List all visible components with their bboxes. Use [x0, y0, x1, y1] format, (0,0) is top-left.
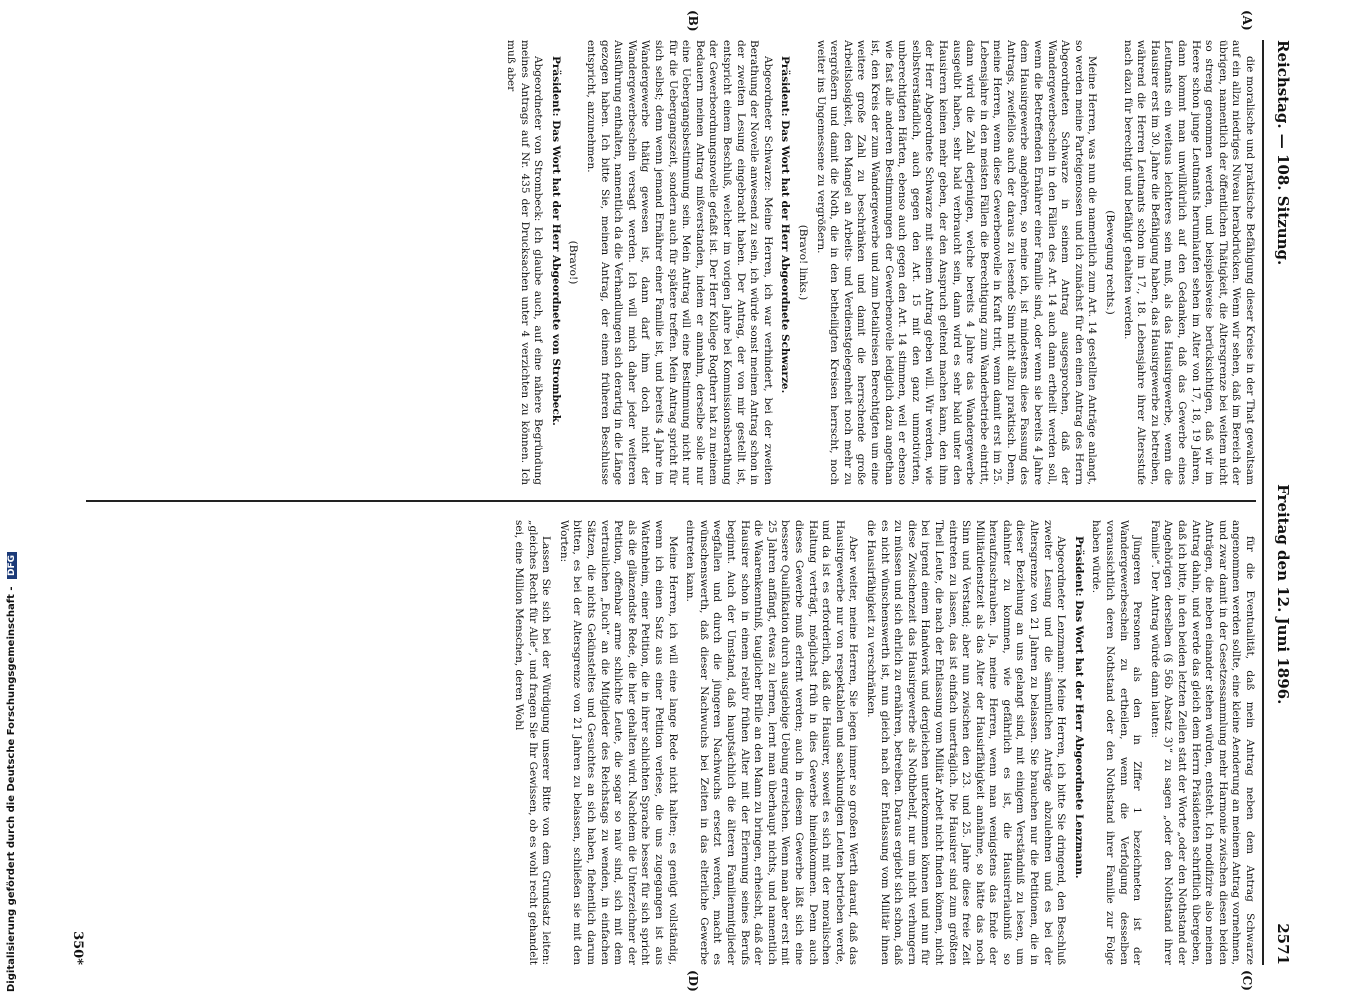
paragraph: Abgeordneter Lenzmann: Meine Herren, ich bitte Sie dringend, den Beschluß zweiter Lesung und die sämmtlichen Anträge abzulehnen und es bei der Altersgrenze von 21 Jahren zu belassen. Sie brauchen nur die Petitionen, die in dieser Beziehung an uns gelangt sind, mit einigem Verständniß zu lesen, um dahinter zu kommen, wie gefährlich es ist, die Hausirerlaubniß so heraufzuschrauben. Ja, meine Herren, wenn man wenigstens das Ende der Militärdienstzeit als das Alter der Hausirfähigkeit annähme, so hätte das noch Sinn und Verstand; aber nun zwischen den 23. und 25. Jahre diese freie Zeit eintreten zu lassen, das ist einfach unerträglich. Die Hausirer sind zum größten Theil Leute, die nach der Entlassung vom Militär Arbeit nicht finden können, nicht bei irgend einem Handwerk und dergleichen unterkommen können und nun für diese Zwischenzeit das Hausirgewerbe als Nothbehelf, nur um nicht verhungern zu müssen und sich ehrlich zu ernähren, betreiben. Daraus ergiebt sich schon, daß es nicht wünschenswerth ist, nun gleich nach der Entlassung vom Militär ihnen die Hausirfähigkeit zu verschränken.: [864, 520, 1068, 965]
speaker-paragraph: Präsident: Das Wort hat der Herr Abgeordnete von Strombeck.: [549, 56, 562, 426]
header-left: Reichstag. — 108. Sitzung.: [1274, 40, 1292, 266]
paragraph: für die Eventualität, daß mein Antrag neben dem Antrag Schwarze angenommen werden sollte, eine kleine Aenderung an meinem Antrag vornehmen, und zwar damit in der Gesetzessammlung mehr Harmonie zwischen diesen beiden Anträgen, die neben einander stehen würden, entsteht. Ich modifizire also meinen Antrag dahin, und werde das gleich dem Herrn Präsidenten schriftlich übergeben, daß ich bitte, in den beiden letzten Zeilen statt der Worte „oder den Nothstand der Angehörigen derselben (§ 56b Absatz 3)“ zu sagen „oder den Nothstand ihrer Familie“. Der Antrag würde dann lauten:: [1148, 520, 1256, 965]
column-divider: [86, 500, 1256, 502]
interjection: (Bravo!): [567, 240, 580, 285]
right-column: [86, 520, 1256, 965]
paragraph: Abgeordneter von Strombeck: Ich glaube auch, auf eine nähere Begründung meines Antrags auf Nr. 435 der Drucksachen unter 4 verzichten zu können. Ich muß aber: [505, 40, 545, 485]
running-header: [1266, 40, 1300, 965]
header-date: Freitag den 12. Juni 1896.: [1274, 484, 1292, 705]
paragraph: Aber weiter, meine Herren, Sie legen immer so großen Werth darauf, daß das Hausirgewerbe nur von respektablen und sachkundigen Leuten betrieben werde, und da ist es erforderlich, daß die Hausirer, soweit es sich mit der moralischen Haltung verträgt, möglichst früh in dies Gewerbe hineinkommen. Denn auch dieses Gewerbe muß erlernt werden; auch in diesem Gewerbe läßt sich eine bessere Qualifikation durch ausgiebige Uebung erreichen. Wenn man aber erst mit 25 Jahren anfängt, etwas zu lernen, lernt man überhaupt nichts, und namentlich die Waarenkenntniß, tauglicher Brille an den Mann zu bringen, erheischt, daß der Hausirer schon in einem relativ frühen Alter mit der Erlernung seines Berufs beginnt. Auch der Umstand, daß hauptsächlich die älteren Familienmitglieder wegfallen und durch die jüngeren Nachwuchs ersetzt werden, macht es wünschenswerth, daß dieser Nachwuchs bei Zeiten in das elterliche Gewerbe eintreten kann.: [684, 520, 860, 965]
paragraph: Meine Herren, ich will eine lange Rede nicht halten; es genügt vollständig, wenn ich einen Satz aus einer Petition verlese, die uns zugegangen ist aus Wattenheim, einer Petition, die in ihrer schlichten Sprache besser für sich spricht als die glänzendste Rede, die hier gehalten wird. Nachdem die Unterzeichner der Petition, offenbar arme schlichte Leute, die sogar so naiv sind, sich mit dem vertraulichen „Euch“ an die Mitglieder des Reichstags zu wenden, in einfachen Sätzen, die nichts Gekünsteltes und Gesuchtes an sich haben, flehentlich darum bitten, es bei der Altersgrenze von 21 Jahren zu belassen, schließen sie mit den Worten:: [557, 520, 679, 965]
quoted-paragraph: Jüngeren Personen als den in Ziffer 1 bezeichneten ist der Wandergewerbeschein zu ertheilen, wenn die Verfolgung desselben voraussichtlich deren Nothstand oder den Nothstand ihrer Familie zur Folge haben würde.: [1090, 520, 1144, 965]
paragraph: Abgeordneter Schwarze: Meine Herren, ich war verhindert, bei der zweiten Berathung der Novelle anwesend zu sein, ich würde sonst meinen Antrag schon in der zweiten Lesung eingebracht haben. Der Antrag, der von mir gestellt ist, entspricht einem Beschluß, welcher im vorigen Jahre bei Kommissionsberathung der Gewerbeordnungsnovelle gefaßt ist. Der Herr Kollege Rogtherr hat zu meinem Bedauern meinen Antrag mißverstanden, indem er annahm, derselbe solle nur eine Uebergangsbestimmung sein. Mein Antrag will eine Bestimmung nicht nur für die Uebergangszeit, sondern auch für spätere treffen. Mein Antrag spricht für sich selbst; denn wenn jemand Ernährer einer Familie ist, und bereits 4 Jahre im Wandergewerbe thätig gewesen ist, dann darf ihm doch nicht der Wandergewerbeschein versagt werden. Ich will mich daher jeder weiteren Ausführung enthalten, namentlich da die Verhandlungen sich derartig in die Länge gezogen haben. Ich bitte Sie, meinen Antrag, der einem früheren Beschlusse entspricht, anzunehmen.: [585, 40, 774, 485]
margin-letter-b: (B): [686, 10, 700, 32]
left-column: [86, 40, 1256, 485]
margin-letter-c: (C): [1240, 970, 1254, 991]
speaker-paragraph: Präsident: Das Wort hat der Herr Abgeordnete Schwarze.: [779, 56, 792, 394]
speaker-paragraph: Präsident: Das Wort hat der Herr Abgeordnete Lenzmann.: [1072, 536, 1085, 879]
interjection: (Bewegung rechts.): [1104, 210, 1117, 315]
paragraph: die moralische und praktische Befähigung dieser Kreise in der That gewaltsam auf ein allzu niedriges Niveau herabdrücken. Wenn wir sehen, daß im Bereich der übrigen, namentlich der öffentlichen Thätigkeit, die Altersgrenze bei weitem nicht so streng genommen werden, und beispielsweise berücksichtigen, daß wir im Heere schon junge Leutnants herumlaufen sehen im Alter von 17, 18, 19 Jahren, dann kommt man unwillkürlich auf den Gedanken, daß das Gewerbe eines Leutnants ein weitaus leichteres sein muß, als das Hausirgewerbe, wenn die Hausirer erst im 30. Jahre die Befähigung haben, das Hausirgewerbe zu betreiben, während die Herren Leutnants schon im 17., 18. Lebensjahre ihrer Altersstufe nach dazu für berechtigt und befähigt gehalten werden.: [1121, 40, 1256, 485]
interjection: (Bravo! links.): [797, 224, 809, 301]
signature-mark: 350*: [70, 931, 85, 965]
paragraph: Meine Herren, was nun die namentlich zum Art. 14 gestellten Anträge anlangt, so werden meine Parteigenossen und ich zunächst für den einen Antrag des Herrn Abgeordneten Schwarze in seinem Antrag ausgesprochen, daß der Wandergewerbeschein in den Fällen des Art. 14 auch dann ertheilt werden soll, wenn die Betreffenden Ernährer einer Familie sind, oder wenn sie bereits 4 Jahre dem Hausirgewerbe angehören, so meine ich, ist mindestens diese Fassung des Antrags, zweifellos auch der daraus zu lesende Sinn nicht allzu praktisch. Denn, meine Herren, wenn diese Gewerbenovelle in Kraft tritt, wenn damit erst im 25. Lebensjahre in den meisten Fällen die Berechtigung zum Wanderbetriebe eintritt, dann wird die Zahl derjenigen, welche bereits 4 Jahre das Wandergewerbe ausgeübt haben, sehr bald verbraucht sein, dann wird es sehr bald unter den Hausirern keinen mehr geben, der den Anspruch geltend machen kann, den ihm der Herr Abgeordnete Schwarze mit seinem Antrag geben will. Wir werden, wie selbstverständlich, auch gegen den Art. 15 mit den ganz unmotivirten, unberechtigten Härten, ebenso auch gegen den Art. 14 stimmen, weil er ebenso wie fast alle anderen Bestimmungen der Gewerbenovelle lediglich dazu angethan ist, den Kreis der zum Wandergewerbe und zum Detailreisen Berechtigten um eine weitere große Zahl zu beschränken und damit die herrschende große Arbeitslosigkeit, den Mangel an Arbeits- und Verdienstgelegenheit noch mehr zu vergrößern und damit die Noth, die in den betheiligten Kreisen herrscht, noch weiter ins Ungemessene zu vergrößern.: [814, 40, 1099, 485]
rotated-content: [70, 10, 1300, 992]
header-rule: [1262, 40, 1264, 965]
credit-text: Digitalisierung gefördert durch die Deutsche Forschungsgemeinschaft -: [6, 586, 17, 992]
digitization-credit: [6, 12, 20, 992]
document-page: [70, 10, 1300, 992]
margin-letter-a: (A): [1240, 10, 1254, 31]
dfg-logo: DFG: [7, 552, 17, 579]
quoted-paragraph: Lassen Sie sich bei der Würdigung unserer Bitte von dem Grundsatz leiten: „gleiches Recht für Alle“, und fragen Sie Ihr Gewissen, ob es wohl recht gehandelt sei, eine Million Menschen, deren Wohl: [513, 520, 553, 965]
page-number: 2571: [1274, 923, 1292, 965]
margin-letter-d: (D): [686, 970, 700, 992]
